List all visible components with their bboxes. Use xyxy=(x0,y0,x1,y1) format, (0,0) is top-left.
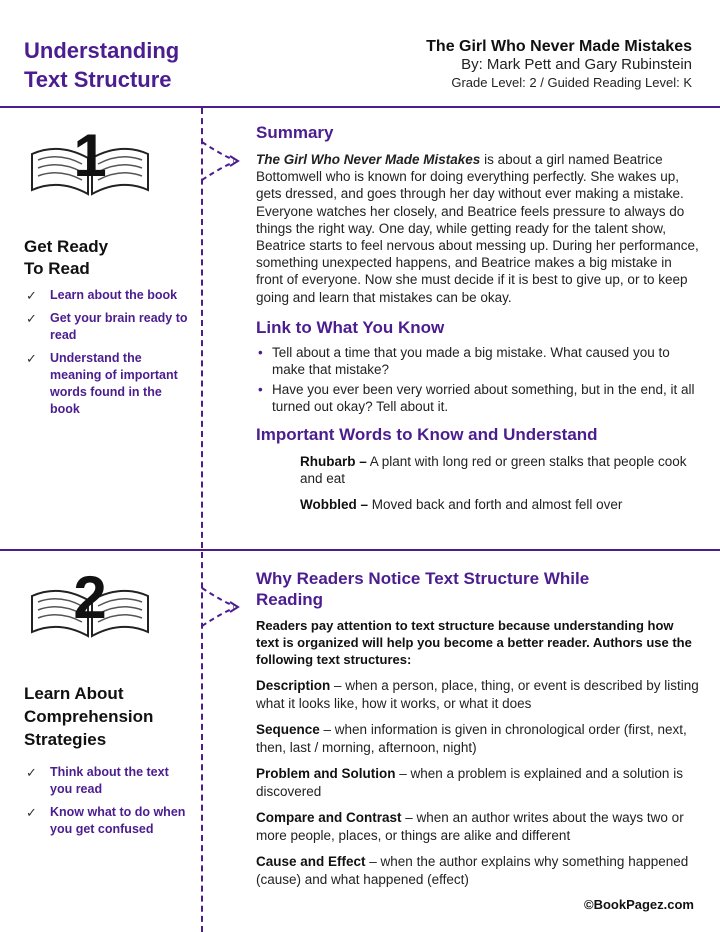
book-title: The Girl Who Never Made Mistakes xyxy=(426,38,692,55)
list-item xyxy=(256,381,700,415)
grade-level: Grade Level: 2 / Guided Reading Level: K xyxy=(451,75,692,90)
structure-definition: – when the author explains why something happened (cause) and what happened (effect) xyxy=(256,854,689,887)
text-structure-section xyxy=(256,568,700,897)
checklist-item xyxy=(26,310,191,344)
open-book-icon xyxy=(24,566,156,638)
structure-definition: – when an author writes about the ways two or more people, places, or things are alike and different xyxy=(256,810,684,843)
checkmark-icon: ✓ xyxy=(26,351,37,366)
checkmark-icon: ✓ xyxy=(26,805,37,820)
checklist-item-text: Learn about the book xyxy=(50,288,178,302)
vocab-term: Wobbled – xyxy=(300,496,369,512)
section-heading-line: Comprehension xyxy=(24,707,154,726)
bullet-icon: • xyxy=(258,381,263,397)
checklist-item-text: Get your brain ready to read xyxy=(50,311,188,342)
checklist-item-text: Understand the meaning of important words found in the book xyxy=(50,351,178,416)
section-heading-line: Learn About xyxy=(24,684,124,703)
vocab-definition: Moved back and forth and almost fell over xyxy=(368,496,623,512)
structure-list xyxy=(256,677,700,888)
list-item-text: Tell about a time that you made a big mistake. What caused you to make that mistake? xyxy=(272,344,670,377)
section-divider-top xyxy=(0,106,720,108)
vocab-definition: A plant with long red or green stalks that people cook and eat xyxy=(300,453,687,487)
why-heading xyxy=(256,568,700,610)
section-number-2: 2 xyxy=(73,566,107,631)
structure-item xyxy=(256,721,700,756)
section-heading-line: Get Ready xyxy=(24,237,109,256)
section-number-1: 1 xyxy=(73,124,107,189)
book-info xyxy=(426,38,692,92)
section-heading-get-ready xyxy=(24,236,108,280)
copyright: ©BookPagez.com xyxy=(584,897,694,912)
vocab-item xyxy=(300,453,700,488)
vocab-item xyxy=(300,496,700,514)
dashed-arrow-icon xyxy=(198,138,244,184)
page-title-line-2: Text Structure xyxy=(24,67,172,92)
checklist-item-text: Know what to do when you get confused xyxy=(50,805,186,836)
structure-item xyxy=(256,677,700,712)
checklist-item xyxy=(26,804,191,838)
structure-term: Problem and Solution xyxy=(256,766,396,781)
summary-section xyxy=(256,123,700,513)
structure-term: Compare and Contrast xyxy=(256,810,402,825)
link-bullets xyxy=(256,344,700,415)
page-title xyxy=(24,36,179,94)
structure-item xyxy=(256,809,700,844)
checklist-item xyxy=(26,764,191,798)
why-intro: Readers pay attention to text structure because understanding how text is organized will help you become a better reader. Authors use the following text structures: xyxy=(256,618,692,667)
structure-definition: – when a problem is explained and a solution is discovered xyxy=(256,766,683,799)
structure-item xyxy=(256,765,700,800)
summary-text xyxy=(256,151,700,306)
words-heading: Important Words to Know and Understand xyxy=(256,424,598,444)
checklist-item xyxy=(26,350,191,418)
link-heading: Link to What You Know xyxy=(256,317,445,337)
section-divider-middle xyxy=(0,549,720,551)
checkmark-icon: ✓ xyxy=(26,311,37,326)
checklist-item xyxy=(26,287,191,304)
checklist-learn-about xyxy=(26,764,191,844)
page-title-line-1: Understanding xyxy=(24,38,180,63)
checklist-item-text: Think about the text you read xyxy=(50,765,169,796)
checkmark-icon: ✓ xyxy=(26,288,37,303)
structure-definition: – when information is given in chronological order (first, next, then, last / morning, afternoon, night) xyxy=(256,722,687,755)
why-heading-line: Why Readers Notice Text Structure While xyxy=(256,569,590,588)
structure-term: Cause and Effect xyxy=(256,854,366,869)
dashed-arrow-icon xyxy=(198,584,244,630)
checklist-get-ready xyxy=(26,287,191,424)
why-heading-line: Reading xyxy=(256,590,324,609)
section-heading-line: Strategies xyxy=(24,730,107,749)
section-heading-line: To Read xyxy=(24,259,90,278)
structure-definition: – when a person, place, thing, or event is described by listing what it looks like, how it works, or what it does xyxy=(256,678,699,711)
summary-body: is about a girl named Beatrice Bottomwell who is known for doing everything perfectly. She wakes up, gets dressed, and goes through her day without ever making a mistake. Everyone watches her closely, and Beatrice feels pressure to always do things the right way. One day, while getting ready for the talent show, Beatrice starts to feel nervous about messing up. During her performance, something unexpected happens, and Beatrice makes a big mistake in front of everyone. Now she must decide if it is best to give up, or to keep going and learn that mistakes can be okay. xyxy=(256,152,699,305)
checkmark-icon: ✓ xyxy=(26,765,37,780)
vocab-term: Rhubarb – xyxy=(300,453,367,469)
list-item xyxy=(256,344,700,378)
structure-term: Description xyxy=(256,678,331,693)
open-book-icon xyxy=(24,124,156,196)
bullet-icon: • xyxy=(258,344,263,360)
list-item-text: Have you ever been very worried about something, but in the end, it all turned out okay? Tell about it. xyxy=(272,381,695,414)
section-heading-learn-about xyxy=(24,682,153,751)
book-authors: By: Mark Pett and Gary Rubinstein xyxy=(461,56,692,73)
structure-term: Sequence xyxy=(256,722,320,737)
summary-book-title: The Girl Who Never Made Mistakes xyxy=(256,152,481,167)
structure-item xyxy=(256,853,700,888)
summary-heading: Summary xyxy=(256,123,334,142)
